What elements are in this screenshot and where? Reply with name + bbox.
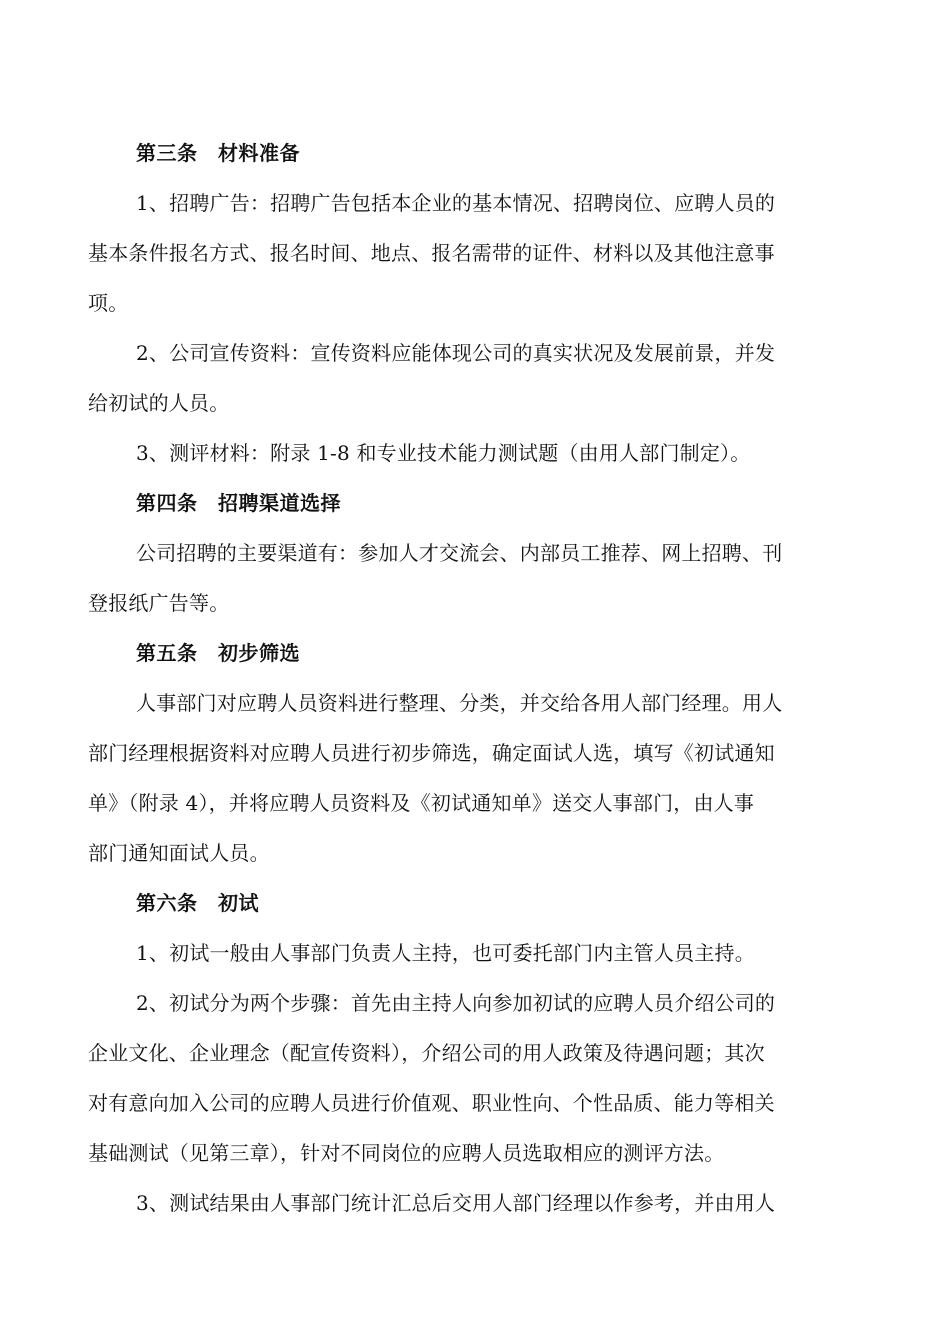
paragraph-line: 人事部门对应聘人员资料进行整理、分类，并交给各用人部门经理。用人: [136, 691, 783, 715]
document-body: [88, 128, 858, 1228]
paragraph-line: 部门通知面试人员。: [88, 841, 270, 865]
paragraph: [88, 328, 858, 428]
paragraph: [136, 928, 858, 978]
paragraph: [136, 1178, 858, 1228]
section-heading: 第四条 招聘渠道选择: [136, 491, 341, 515]
paragraph-line: 部门经理根据资料对应聘人员进行初步筛选，确定面试人选，填写《初试通知: [88, 741, 775, 765]
section-article-3: [88, 128, 858, 478]
section-heading: 第五条 初步筛选: [136, 641, 300, 665]
section-article-4: [88, 478, 858, 628]
paragraph-line: 3、测评材料：附录 1-8 和专业技术能力测试题（由用人部门制定）。: [136, 441, 751, 465]
section-heading: 第三条 材料准备: [136, 141, 300, 165]
paragraph-line: 登报纸广告等。: [88, 591, 230, 615]
paragraph-line: 单》（附录 4），并将应聘人员资料及《初试通知单》送交人事部门，由人事: [88, 791, 755, 815]
paragraph: [88, 528, 858, 628]
section-article-5: [88, 628, 858, 878]
section-article-6: [88, 878, 858, 1228]
paragraph-line: 2、初试分为两个步骤：首先由主持人向参加初试的应聘人员介绍公司的: [136, 991, 776, 1015]
paragraph-line: 1、初试一般由人事部门负责人主持，也可委托部门内主管人员主持。: [136, 941, 755, 965]
paragraph: [88, 978, 858, 1178]
paragraph: [136, 428, 858, 478]
paragraph-line: 基本条件报名方式、报名时间、地点、报名需带的证件、材料以及其他注意事: [88, 241, 775, 265]
paragraph-line: 2、公司宣传资料：宣传资料应能体现公司的真实状况及发展前景，并发: [136, 341, 776, 365]
paragraph-line: 1、招聘广告：招聘广告包括本企业的基本情况、招聘岗位、应聘人员的: [136, 191, 776, 215]
paragraph-line: 3、测试结果由人事部门统计汇总后交用人部门经理以作参考，并由用人: [136, 1191, 776, 1215]
paragraph-line: 公司招聘的主要渠道有：参加人才交流会、内部员工推荐、网上招聘、刊: [136, 541, 783, 565]
paragraph-line: 给初试的人员。: [88, 391, 230, 415]
paragraph: [88, 678, 858, 878]
paragraph-line: 对有意向加入公司的应聘人员进行价值观、职业性向、个性品质、能力等相关: [88, 1091, 775, 1115]
paragraph: [88, 178, 858, 328]
section-heading: 第六条 初试: [136, 891, 259, 915]
paragraph-line: 项。: [88, 291, 129, 315]
paragraph-line: 基础测试（见第三章），针对不同岗位的应聘人员选取相应的测评方法。: [88, 1141, 725, 1165]
paragraph-line: 企业文化、企业理念（配宣传资料），介绍公司的用人政策及待遇问题；其次: [88, 1041, 765, 1065]
